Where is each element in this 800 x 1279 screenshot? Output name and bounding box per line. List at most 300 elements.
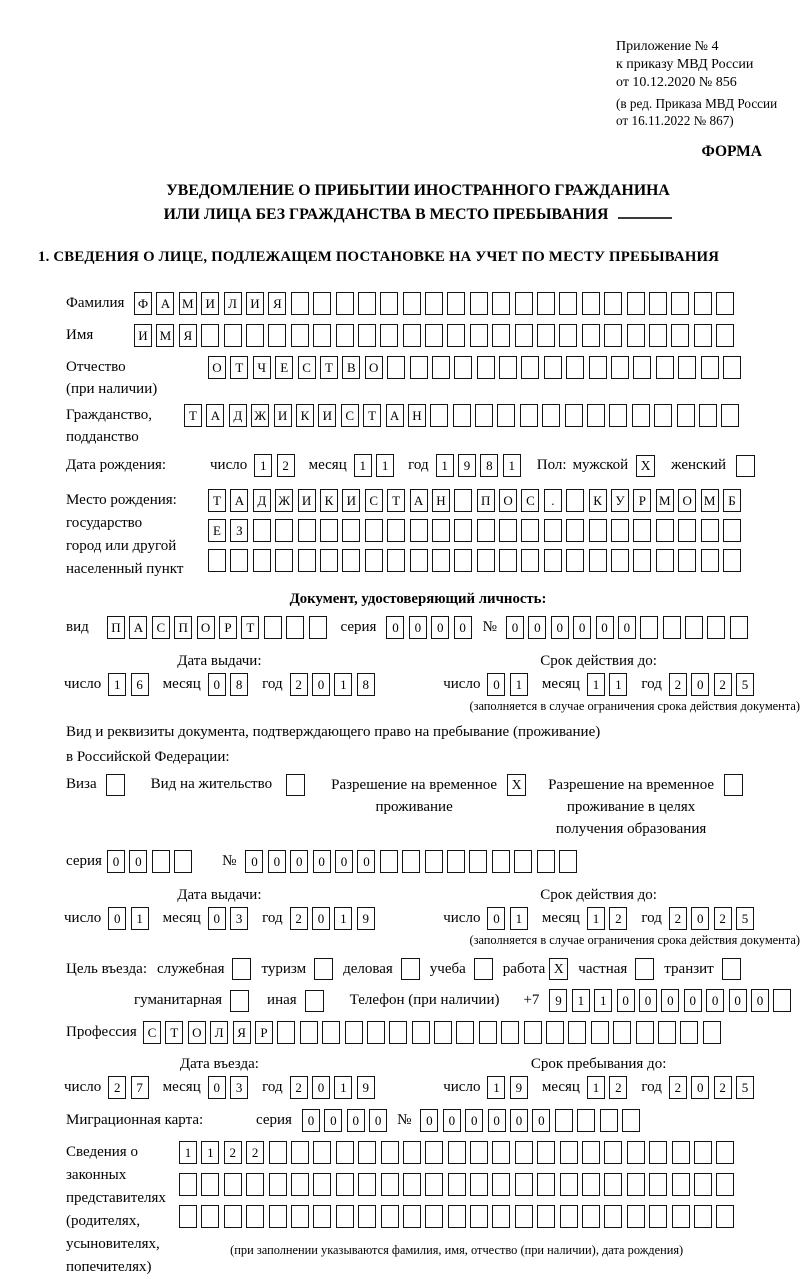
char-cell[interactable]: Д [229, 404, 247, 427]
char-cell[interactable]: 0 [107, 850, 125, 873]
char-cell[interactable]: 0 [551, 616, 569, 639]
char-cell[interactable] [246, 1205, 264, 1228]
char-cell[interactable]: А [156, 292, 174, 315]
char-cell[interactable]: 1 [594, 989, 612, 1012]
char-cell[interactable] [672, 1205, 690, 1228]
char-cell[interactable]: 1 [334, 907, 352, 930]
char-cell[interactable] [723, 549, 741, 572]
char-cell[interactable] [609, 404, 627, 427]
char-cell[interactable] [269, 1141, 287, 1164]
char-cell[interactable] [381, 1205, 399, 1228]
char-cell[interactable] [492, 850, 510, 873]
char-cell[interactable]: Я [268, 292, 286, 315]
char-cell[interactable] [269, 1205, 287, 1228]
char-cell[interactable] [716, 324, 734, 347]
char-cell[interactable] [677, 404, 695, 427]
char-cell[interactable] [389, 1021, 407, 1044]
char-cell[interactable] [208, 549, 226, 572]
char-cell[interactable] [448, 1173, 466, 1196]
char-cell[interactable]: 2 [246, 1141, 264, 1164]
char-cell[interactable] [565, 404, 583, 427]
char-cell[interactable]: О [365, 356, 383, 379]
char-cell[interactable] [253, 519, 271, 542]
char-cell[interactable] [678, 549, 696, 572]
char-cell[interactable] [515, 1141, 533, 1164]
char-cell[interactable]: 0 [208, 907, 226, 930]
char-cell[interactable] [264, 616, 282, 639]
char-cell[interactable] [611, 356, 629, 379]
char-cell[interactable]: 0 [312, 1076, 330, 1099]
char-cell[interactable] [380, 292, 398, 315]
char-cell[interactable]: 0 [596, 616, 614, 639]
char-cell[interactable] [298, 519, 316, 542]
char-cell[interactable] [671, 292, 689, 315]
char-cell[interactable] [520, 404, 538, 427]
char-cell[interactable] [656, 549, 674, 572]
char-cell[interactable] [456, 1021, 474, 1044]
char-cell[interactable] [492, 292, 510, 315]
char-cell[interactable]: 6 [131, 673, 149, 696]
char-cell[interactable]: 1 [503, 454, 521, 477]
char-cell[interactable]: А [129, 616, 147, 639]
char-cell[interactable]: 0 [443, 1109, 461, 1132]
char-cell[interactable]: 2 [714, 1076, 732, 1099]
char-cell[interactable] [410, 549, 428, 572]
char-cell[interactable] [546, 1021, 564, 1044]
visa-checkbox[interactable] [106, 774, 125, 796]
char-cell[interactable] [632, 404, 650, 427]
char-cell[interactable]: М [179, 292, 197, 315]
char-cell[interactable]: Т [165, 1021, 183, 1044]
char-cell[interactable]: О [678, 489, 696, 512]
char-cell[interactable] [589, 356, 607, 379]
char-cell[interactable] [627, 324, 645, 347]
char-cell[interactable] [470, 324, 488, 347]
char-cell[interactable] [179, 1205, 197, 1228]
char-cell[interactable]: К [296, 404, 314, 427]
char-cell[interactable]: А [206, 404, 224, 427]
char-cell[interactable] [658, 1021, 676, 1044]
char-cell[interactable] [537, 1205, 555, 1228]
char-cell[interactable] [477, 519, 495, 542]
business-checkbox[interactable] [401, 958, 420, 980]
char-cell[interactable] [577, 1109, 595, 1132]
char-cell[interactable]: 9 [549, 989, 567, 1012]
study-checkbox[interactable] [474, 958, 493, 980]
char-cell[interactable]: И [318, 404, 336, 427]
char-cell[interactable] [589, 549, 607, 572]
char-cell[interactable] [201, 1205, 219, 1228]
char-cell[interactable]: 0 [618, 616, 636, 639]
char-cell[interactable] [358, 1205, 376, 1228]
char-cell[interactable]: 1 [131, 907, 149, 930]
char-cell[interactable] [336, 1141, 354, 1164]
char-cell[interactable]: Ж [251, 404, 269, 427]
char-cell[interactable]: И [342, 489, 360, 512]
char-cell[interactable] [300, 1021, 318, 1044]
transit-checkbox[interactable] [722, 958, 741, 980]
char-cell[interactable]: С [298, 356, 316, 379]
char-cell[interactable]: 1 [436, 454, 454, 477]
char-cell[interactable] [477, 549, 495, 572]
char-cell[interactable] [425, 292, 443, 315]
char-cell[interactable]: 0 [357, 850, 375, 873]
char-cell[interactable]: 0 [302, 1109, 320, 1132]
char-cell[interactable]: 0 [729, 989, 747, 1012]
char-cell[interactable] [291, 1205, 309, 1228]
residence-permit-checkbox[interactable] [286, 774, 305, 796]
char-cell[interactable] [559, 324, 577, 347]
char-cell[interactable]: 3 [230, 907, 248, 930]
char-cell[interactable]: Ж [275, 489, 293, 512]
char-cell[interactable]: И [298, 489, 316, 512]
char-cell[interactable]: 1 [487, 1076, 505, 1099]
char-cell[interactable]: 0 [335, 850, 353, 873]
char-cell[interactable] [367, 1021, 385, 1044]
char-cell[interactable]: Е [208, 519, 226, 542]
char-cell[interactable] [656, 519, 674, 542]
char-cell[interactable]: 1 [376, 454, 394, 477]
char-cell[interactable]: Т [208, 489, 226, 512]
char-cell[interactable]: Я [233, 1021, 251, 1044]
char-cell[interactable] [425, 1205, 443, 1228]
char-cell[interactable]: 8 [230, 673, 248, 696]
char-cell[interactable] [701, 549, 719, 572]
char-cell[interactable] [454, 519, 472, 542]
char-cell[interactable] [492, 1205, 510, 1228]
char-cell[interactable] [492, 324, 510, 347]
char-cell[interactable] [387, 356, 405, 379]
char-cell[interactable]: 1 [510, 907, 528, 930]
char-cell[interactable] [313, 1141, 331, 1164]
char-cell[interactable] [604, 1173, 622, 1196]
char-cell[interactable] [678, 519, 696, 542]
char-cell[interactable] [298, 549, 316, 572]
char-cell[interactable] [649, 324, 667, 347]
char-cell[interactable]: 0 [639, 989, 657, 1012]
char-cell[interactable]: Л [224, 292, 242, 315]
char-cell[interactable] [403, 324, 421, 347]
char-cell[interactable]: 0 [706, 989, 724, 1012]
char-cell[interactable]: З [230, 519, 248, 542]
char-cell[interactable]: 8 [480, 454, 498, 477]
char-cell[interactable] [224, 324, 242, 347]
char-cell[interactable]: Т [363, 404, 381, 427]
char-cell[interactable] [345, 1021, 363, 1044]
char-cell[interactable] [336, 324, 354, 347]
char-cell[interactable]: 2 [669, 673, 687, 696]
char-cell[interactable] [672, 1141, 690, 1164]
char-cell[interactable]: 2 [290, 907, 308, 930]
char-cell[interactable] [447, 292, 465, 315]
char-cell[interactable] [453, 404, 471, 427]
char-cell[interactable]: Т [241, 616, 259, 639]
char-cell[interactable]: Я [179, 324, 197, 347]
char-cell[interactable]: 2 [290, 1076, 308, 1099]
char-cell[interactable] [582, 1173, 600, 1196]
char-cell[interactable] [430, 404, 448, 427]
char-cell[interactable] [685, 616, 703, 639]
char-cell[interactable]: П [477, 489, 495, 512]
char-cell[interactable]: 2 [669, 1076, 687, 1099]
male-checkbox[interactable]: X [636, 455, 655, 477]
char-cell[interactable] [671, 324, 689, 347]
char-cell[interactable] [320, 549, 338, 572]
char-cell[interactable] [410, 356, 428, 379]
char-cell[interactable] [555, 1109, 573, 1132]
char-cell[interactable] [723, 356, 741, 379]
char-cell[interactable] [514, 850, 532, 873]
char-cell[interactable] [521, 356, 539, 379]
char-cell[interactable]: 0 [208, 1076, 226, 1099]
char-cell[interactable] [521, 519, 539, 542]
char-cell[interactable]: 0 [488, 1109, 506, 1132]
official-checkbox[interactable] [232, 958, 251, 980]
char-cell[interactable]: М [701, 489, 719, 512]
char-cell[interactable] [524, 1021, 542, 1044]
char-cell[interactable] [582, 1141, 600, 1164]
char-cell[interactable] [425, 1173, 443, 1196]
char-cell[interactable] [560, 1141, 578, 1164]
char-cell[interactable] [537, 1173, 555, 1196]
char-cell[interactable] [275, 549, 293, 572]
char-cell[interactable] [721, 404, 739, 427]
char-cell[interactable]: 0 [347, 1109, 365, 1132]
char-cell[interactable]: Т [320, 356, 338, 379]
char-cell[interactable] [537, 850, 555, 873]
char-cell[interactable] [499, 519, 517, 542]
char-cell[interactable]: А [386, 404, 404, 427]
char-cell[interactable]: 2 [609, 907, 627, 930]
char-cell[interactable]: 2 [290, 673, 308, 696]
char-cell[interactable]: Н [408, 404, 426, 427]
char-cell[interactable] [432, 356, 450, 379]
char-cell[interactable] [313, 292, 331, 315]
char-cell[interactable]: 1 [587, 907, 605, 930]
char-cell[interactable] [627, 292, 645, 315]
char-cell[interactable] [425, 324, 443, 347]
tourism-checkbox[interactable] [314, 958, 333, 980]
char-cell[interactable]: И [134, 324, 152, 347]
char-cell[interactable] [268, 324, 286, 347]
char-cell[interactable]: У [611, 489, 629, 512]
char-cell[interactable]: 0 [369, 1109, 387, 1132]
char-cell[interactable] [269, 1173, 287, 1196]
char-cell[interactable] [701, 356, 719, 379]
char-cell[interactable] [387, 519, 405, 542]
char-cell[interactable] [447, 324, 465, 347]
char-cell[interactable] [694, 1173, 712, 1196]
char-cell[interactable]: 0 [431, 616, 449, 639]
char-cell[interactable] [537, 1141, 555, 1164]
char-cell[interactable]: Л [210, 1021, 228, 1044]
char-cell[interactable] [566, 549, 584, 572]
char-cell[interactable] [447, 850, 465, 873]
char-cell[interactable]: 1 [572, 989, 590, 1012]
char-cell[interactable] [656, 356, 674, 379]
char-cell[interactable]: О [499, 489, 517, 512]
char-cell[interactable] [560, 1205, 578, 1228]
char-cell[interactable] [291, 324, 309, 347]
char-cell[interactable]: В [342, 356, 360, 379]
char-cell[interactable]: 0 [691, 673, 709, 696]
char-cell[interactable]: 0 [454, 616, 472, 639]
char-cell[interactable] [454, 356, 472, 379]
char-cell[interactable] [365, 549, 383, 572]
char-cell[interactable]: 5 [736, 1076, 754, 1099]
char-cell[interactable]: 0 [487, 673, 505, 696]
char-cell[interactable]: 0 [245, 850, 263, 873]
char-cell[interactable] [678, 356, 696, 379]
char-cell[interactable] [313, 324, 331, 347]
char-cell[interactable] [253, 549, 271, 572]
char-cell[interactable] [492, 1141, 510, 1164]
char-cell[interactable] [224, 1205, 242, 1228]
char-cell[interactable] [633, 549, 651, 572]
char-cell[interactable]: Б [723, 489, 741, 512]
char-cell[interactable]: Т [184, 404, 202, 427]
char-cell[interactable] [515, 292, 533, 315]
char-cell[interactable]: Е [275, 356, 293, 379]
char-cell[interactable] [448, 1205, 466, 1228]
char-cell[interactable] [358, 324, 376, 347]
char-cell[interactable]: Н [432, 489, 450, 512]
char-cell[interactable] [380, 324, 398, 347]
char-cell[interactable] [201, 324, 219, 347]
char-cell[interactable] [434, 1021, 452, 1044]
char-cell[interactable] [492, 1173, 510, 1196]
char-cell[interactable] [633, 356, 651, 379]
char-cell[interactable] [365, 519, 383, 542]
char-cell[interactable] [694, 292, 712, 315]
char-cell[interactable]: А [230, 489, 248, 512]
char-cell[interactable]: М [156, 324, 174, 347]
char-cell[interactable]: С [143, 1021, 161, 1044]
char-cell[interactable] [336, 1173, 354, 1196]
char-cell[interactable]: О [208, 356, 226, 379]
char-cell[interactable] [358, 1173, 376, 1196]
char-cell[interactable]: 2 [669, 907, 687, 930]
char-cell[interactable]: И [274, 404, 292, 427]
char-cell[interactable] [246, 324, 264, 347]
char-cell[interactable]: 1 [108, 673, 126, 696]
char-cell[interactable]: 1 [354, 454, 372, 477]
char-cell[interactable] [412, 1021, 430, 1044]
char-cell[interactable]: 0 [129, 850, 147, 873]
temp-residence-edu-checkbox[interactable] [724, 774, 743, 796]
char-cell[interactable]: 5 [736, 907, 754, 930]
other-checkbox[interactable] [305, 990, 324, 1012]
char-cell[interactable] [566, 519, 584, 542]
char-cell[interactable] [649, 292, 667, 315]
char-cell[interactable] [275, 519, 293, 542]
char-cell[interactable] [604, 324, 622, 347]
char-cell[interactable] [501, 1021, 519, 1044]
char-cell[interactable] [515, 1173, 533, 1196]
char-cell[interactable] [622, 1109, 640, 1132]
char-cell[interactable]: Р [255, 1021, 273, 1044]
char-cell[interactable] [425, 850, 443, 873]
char-cell[interactable] [174, 850, 192, 873]
char-cell[interactable]: К [589, 489, 607, 512]
char-cell[interactable] [544, 549, 562, 572]
char-cell[interactable] [358, 292, 376, 315]
char-cell[interactable] [515, 324, 533, 347]
work-checkbox[interactable]: X [549, 958, 568, 980]
char-cell[interactable]: 2 [714, 673, 732, 696]
char-cell[interactable] [320, 519, 338, 542]
char-cell[interactable] [680, 1021, 698, 1044]
char-cell[interactable]: С [341, 404, 359, 427]
char-cell[interactable]: 0 [108, 907, 126, 930]
char-cell[interactable]: 0 [324, 1109, 342, 1132]
char-cell[interactable] [537, 292, 555, 315]
char-cell[interactable] [716, 1141, 734, 1164]
char-cell[interactable] [627, 1141, 645, 1164]
char-cell[interactable]: П [174, 616, 192, 639]
char-cell[interactable] [604, 1141, 622, 1164]
char-cell[interactable]: 0 [487, 907, 505, 930]
char-cell[interactable] [730, 616, 748, 639]
char-cell[interactable] [342, 549, 360, 572]
female-checkbox[interactable] [736, 455, 755, 477]
char-cell[interactable] [381, 1141, 399, 1164]
char-cell[interactable]: 1 [609, 673, 627, 696]
char-cell[interactable] [380, 850, 398, 873]
char-cell[interactable] [716, 1205, 734, 1228]
char-cell[interactable] [475, 404, 493, 427]
char-cell[interactable]: 2 [224, 1141, 242, 1164]
char-cell[interactable] [587, 404, 605, 427]
char-cell[interactable]: Т [230, 356, 248, 379]
char-cell[interactable] [313, 1173, 331, 1196]
char-cell[interactable] [403, 1173, 421, 1196]
char-cell[interactable]: . [544, 489, 562, 512]
char-cell[interactable] [291, 1141, 309, 1164]
char-cell[interactable] [432, 549, 450, 572]
char-cell[interactable] [291, 1173, 309, 1196]
char-cell[interactable]: 3 [230, 1076, 248, 1099]
char-cell[interactable] [470, 1173, 488, 1196]
char-cell[interactable] [381, 1173, 399, 1196]
char-cell[interactable]: 1 [510, 673, 528, 696]
char-cell[interactable] [499, 549, 517, 572]
char-cell[interactable] [246, 1173, 264, 1196]
char-cell[interactable]: О [188, 1021, 206, 1044]
char-cell[interactable] [611, 549, 629, 572]
char-cell[interactable]: 0 [751, 989, 769, 1012]
char-cell[interactable] [403, 1141, 421, 1164]
char-cell[interactable]: 0 [409, 616, 427, 639]
char-cell[interactable]: 0 [617, 989, 635, 1012]
char-cell[interactable]: 1 [201, 1141, 219, 1164]
char-cell[interactable] [566, 356, 584, 379]
char-cell[interactable]: 1 [334, 673, 352, 696]
char-cell[interactable]: 1 [587, 673, 605, 696]
char-cell[interactable]: 0 [312, 907, 330, 930]
char-cell[interactable] [410, 519, 428, 542]
char-cell[interactable] [589, 519, 607, 542]
char-cell[interactable]: 0 [312, 673, 330, 696]
char-cell[interactable]: С [521, 489, 539, 512]
char-cell[interactable] [499, 356, 517, 379]
char-cell[interactable] [521, 549, 539, 572]
char-cell[interactable] [566, 489, 584, 512]
char-cell[interactable]: 0 [268, 850, 286, 873]
char-cell[interactable] [663, 616, 681, 639]
char-cell[interactable] [322, 1021, 340, 1044]
char-cell[interactable]: 0 [386, 616, 404, 639]
